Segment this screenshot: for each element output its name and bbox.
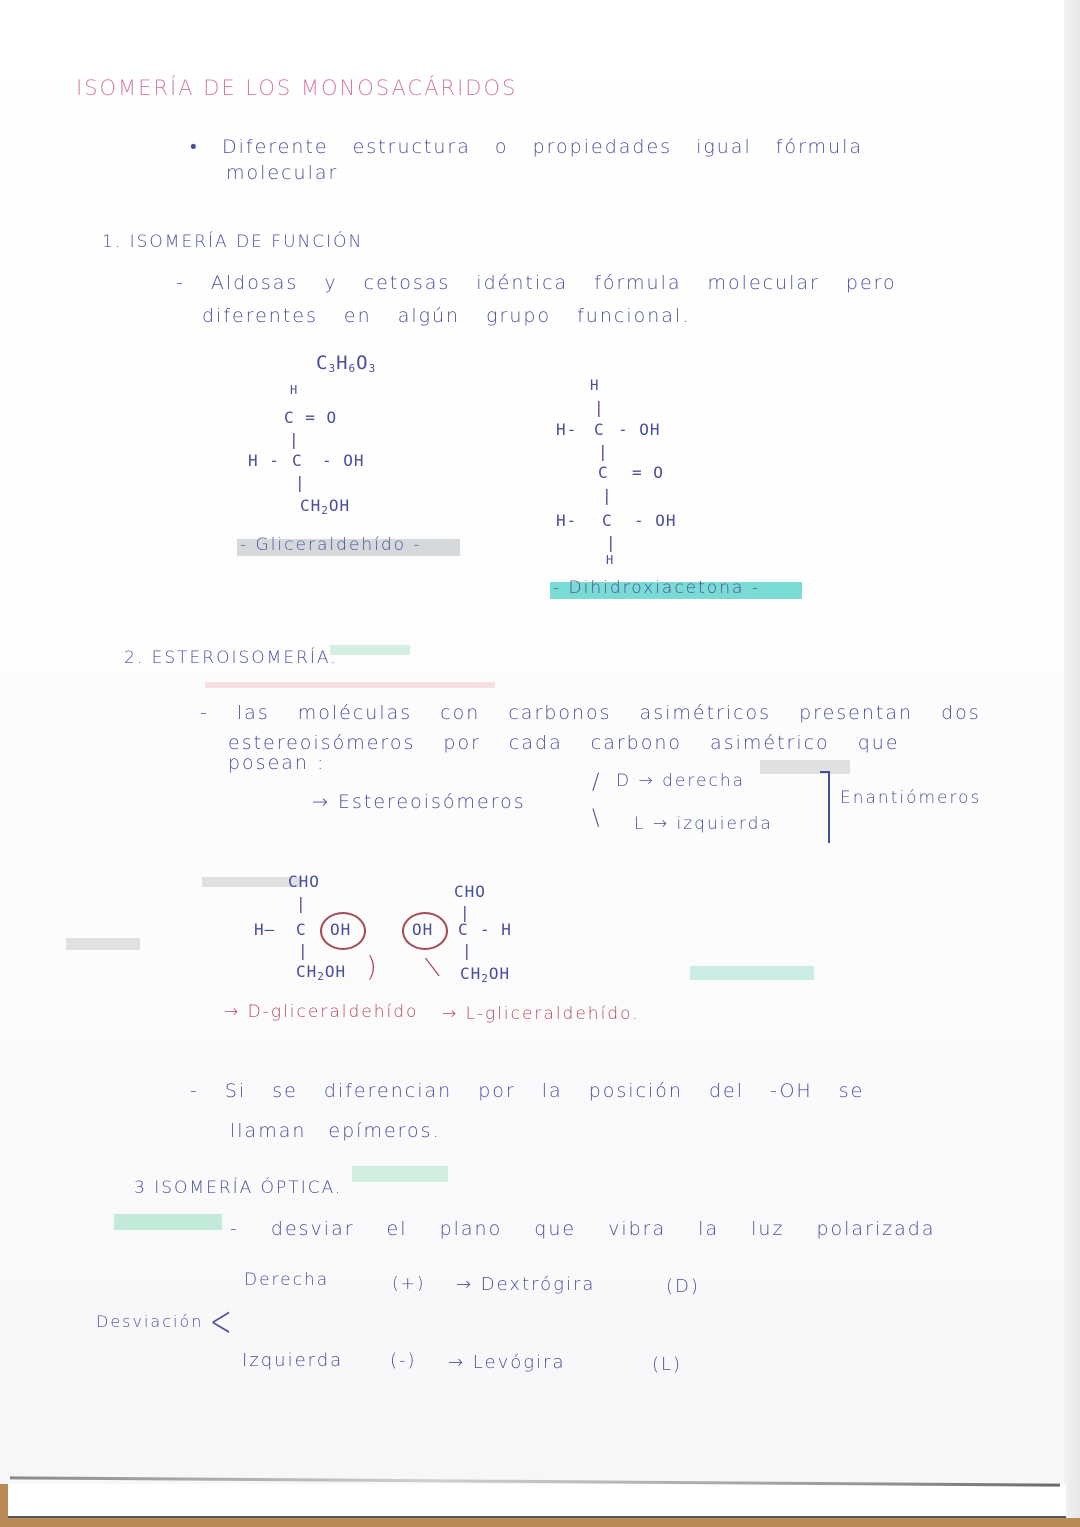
curve-mark: )	[366, 950, 378, 983]
bracket	[820, 771, 830, 773]
dihidroxiacetona-label: - Dihidroxiacetona -	[553, 578, 760, 598]
izquierda-label: Izquierda	[242, 1350, 344, 1371]
bond: |	[594, 398, 605, 417]
enantiomers-label: Enantiómeros	[840, 788, 982, 808]
section2-line1: - las moléculas con carbonos asimétricos presentan dos	[200, 702, 981, 724]
section1-line1: - Aldosas y cetosas idéntica fórmula molecular pero	[176, 272, 897, 294]
page-title: ISOMERÍA DE LOS MONOSACÁRIDOS	[76, 76, 518, 100]
faint-highlight	[690, 966, 814, 980]
atom-h: H-	[556, 420, 578, 439]
section3-heading: 3 ISOMERÍA ÓPTICA.	[134, 1178, 343, 1198]
epimeros-line2: llaman epímeros.	[230, 1120, 441, 1142]
faint-highlight	[202, 877, 302, 887]
faint-highlight	[66, 938, 140, 950]
bond: |	[295, 473, 306, 492]
carbonyl-group: = O	[632, 463, 664, 482]
background-edge	[1064, 0, 1080, 1527]
curve-mark: \	[423, 951, 443, 983]
section2-heading: 2. ESTEROISOMERÍA.	[124, 648, 338, 668]
molecular-formula: $C_3H_6O_3$	[316, 352, 377, 375]
intro-text-line1: Diferente estructura o propiedades igual fórmula	[222, 136, 864, 158]
bond: |	[298, 941, 309, 960]
ch2oh-group: $CH_2OH$	[300, 496, 351, 517]
oh-circle	[402, 912, 448, 950]
bracket	[828, 771, 830, 843]
faint-highlight	[352, 1166, 448, 1182]
cho-group: CHO	[288, 872, 320, 891]
atom-c: C	[594, 420, 605, 439]
branch-l: L → izquierda	[634, 814, 773, 834]
derecha-label: Derecha	[244, 1270, 330, 1290]
atom-c: C	[292, 451, 303, 470]
section2-line3: posean :	[228, 752, 326, 774]
hydroxyl-group: - OH	[618, 420, 661, 439]
l-glyceraldehyde-label: → L-gliceraldehído.	[442, 1004, 640, 1024]
bond: |	[296, 894, 307, 913]
atom-c: C	[598, 463, 609, 482]
dextrogira-code: (D)	[666, 1276, 700, 1297]
gliceraldehido-label: - Gliceraldehído -	[240, 535, 422, 555]
ch2oh-group: $CH_2OH$	[460, 964, 511, 985]
bond: |	[598, 442, 609, 461]
levogira: → Levógira	[448, 1352, 566, 1373]
atom-c: C	[296, 920, 307, 939]
faint-highlight	[114, 1214, 222, 1230]
stereoisomers-arrow-label: → Estereoisómeros	[312, 791, 526, 813]
derecha-sign: (+)	[392, 1274, 426, 1294]
ch2oh-group: $CH_2OH$	[296, 962, 347, 983]
hydroxyl-group: OH	[412, 920, 434, 939]
branch-d: D → derecha	[616, 771, 746, 791]
branch-up: /	[592, 770, 602, 795]
bullet-dot: •	[190, 136, 199, 158]
section1-line2: diferentes en algún grupo funcional.	[202, 305, 691, 327]
section2-line2: estereoisómeros por cada carbono asimétrico que	[228, 732, 900, 754]
section1-heading: 1. ISOMERÍA DE FUNCIÓN	[102, 232, 364, 252]
atom-h: H—	[254, 920, 276, 939]
d-glyceraldehyde-label: → D-gliceraldehído	[224, 1002, 419, 1022]
bond: |	[602, 486, 613, 505]
table-surface	[0, 1518, 1080, 1527]
cho-group: CHO	[454, 882, 486, 901]
hydroxyl-group: - OH	[322, 451, 365, 470]
atom-h: - H	[480, 920, 512, 939]
carbonyl-group: C = O	[284, 408, 338, 427]
atom-h: H -	[248, 451, 280, 470]
oh-circle	[320, 912, 366, 950]
atom-h: H	[290, 383, 299, 397]
bond: |	[460, 903, 471, 922]
atom-h: H-	[556, 511, 578, 530]
bond: |	[606, 533, 617, 552]
izquierda-sign: (-)	[390, 1350, 417, 1371]
faint-highlight	[760, 760, 850, 774]
branch-down: \	[592, 806, 602, 831]
bond: |	[289, 430, 300, 449]
under-sheet	[8, 1484, 1066, 1518]
atom-h: H	[606, 553, 615, 567]
epimeros-line1: - Si se diferencian por la posición del -OH se	[190, 1080, 865, 1102]
hydroxyl-group: - OH	[634, 511, 677, 530]
desviacion-label: Desviación	[96, 1312, 204, 1331]
intro-text-line2: molecular	[226, 162, 339, 184]
brace-open: <	[209, 1296, 234, 1347]
atom-h: H	[590, 378, 600, 394]
faint-highlight	[205, 682, 495, 688]
dextrogira: → Dextrógira	[456, 1274, 596, 1295]
faint-highlight	[330, 645, 410, 655]
section3-line1: - desviar el plano que vibra la luz polarizada	[230, 1218, 936, 1240]
bond: |	[462, 941, 473, 960]
levogira-code: (L)	[652, 1354, 683, 1375]
hydroxyl-group: OH	[330, 920, 352, 939]
atom-c: C	[602, 511, 613, 530]
atom-c: C	[458, 920, 469, 939]
